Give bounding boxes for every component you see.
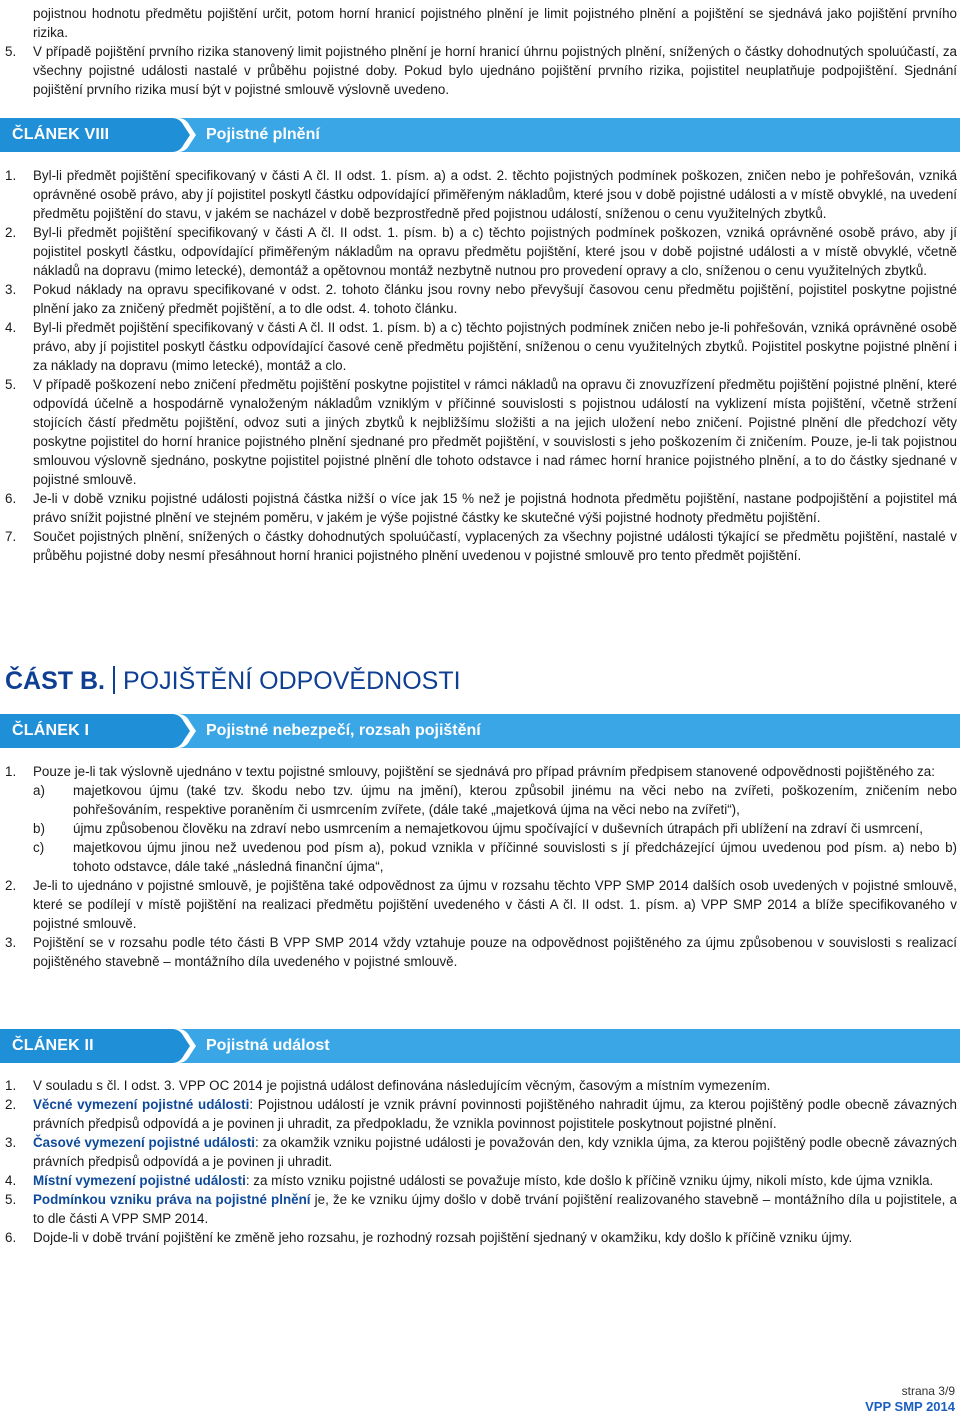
sub-item-text: majetkovou újmu (také tzv. škodu nebo tzv. újmu na jmění), kterou způsobil jinému na věci nebo na zvířeti, poškozením, zničením nebo pohřešováním, respektive poraněním či usmrcením zvířete, (dále také „majetková újma na věci nebo na zvířeti“), <box>73 783 957 817</box>
section-header-clanek-viii <box>0 118 960 152</box>
article-label: ČLÁNEK VIII <box>12 126 110 143</box>
item-text: je, že ke vzniku újmy došlo v době trvání pojištění realizovaného stavebně – montážního díla u pojistitele, a to dle části A VPP SMP 2014. <box>33 1192 957 1226</box>
item-number: 2. <box>5 878 17 893</box>
sub-item <box>33 781 957 819</box>
sub-item <box>33 819 957 838</box>
item-bold-lead: Časové vymezení pojistné události <box>33 1135 256 1150</box>
item-text: Je-li v době vzniku pojistné události pojistná částka nižší o více jak 15 % než je pojistná hodnota předmětu pojištění, nastane podpojištění a pojistitel má právo snížit pojistné plnění ve stejném poměru, v jakém je výše pojistné částky ke skutečné výši pojistné hodnoty předmětu pojištění. <box>33 491 957 525</box>
item-text: V případě poškození nebo zničení předmětu pojištění poskytne pojistitel v rámci nákladů na opravu či znovuzřízení předmětu pojištění pojistné plnění, které odpovídá účelně a hospodárně vynaloženým nákladům vzniklým v příčinné souvislosti s pojistnou událostí na vyklizení místa pojištění, včetně stržení stojících částí předmětu pojištění, odvoz suti a jiných zbytků k nejbližšímu složišti a na jejich uložení nebo zničení. Pojistné plnění dle předchozí věty poskytne pojistitel do horní hranice pojistného plnění sjednané pro předmět pojištění, v souvislosti s jeho poškozením či zničením. Pouze, je-li tak pojistnou smlouvou výslovně sjednáno, poskytne pojistitel pojistné plnění dle tohoto odstavce i nad rámec horní hranice pojistného plnění, a to do částky sjednané v pojistné smlouvě. <box>33 377 957 487</box>
item-text: Součet pojistných plnění, snížených o částky dohodnutých spoluúčastí, vyplacených za všechny pojistné události týkající se předmětu pojištění, nastalé v průběhu pojistné doby nesmí přesáhnout horní hranici pojistného plnění uvedenou v pojistné smlouvě pro tento předmět pojištění. <box>33 529 957 563</box>
list-item <box>5 318 957 375</box>
part-prefix: ČÁST B. <box>5 667 105 695</box>
list-item <box>5 762 957 781</box>
list-item <box>5 1190 957 1228</box>
article-vii-item-5 <box>5 42 957 99</box>
part-b-heading <box>5 664 461 698</box>
list-item <box>5 375 957 489</box>
clanek-i-items <box>5 762 957 971</box>
item-number: 5. <box>5 1192 17 1207</box>
list-item <box>5 280 957 318</box>
list-item <box>5 223 957 280</box>
sub-item-letter: b) <box>33 821 45 836</box>
sub-item-text: újmu způsobenou člověku na zdraví nebo usmrcením a nemajetkovou újmu spočívající v duševních útrapách při ublížení na zdraví či usmrcení, <box>73 821 923 836</box>
list-item <box>5 489 957 527</box>
list-item <box>5 933 957 971</box>
part-title: POJIŠTĚNÍ ODPOVĚDNOSTI <box>123 667 461 695</box>
page-footer <box>865 1384 955 1415</box>
item-number: 4. <box>5 320 17 335</box>
item-number: 4. <box>5 1173 17 1188</box>
item-number: 6. <box>5 491 17 506</box>
article-title: Pojistné nebezpečí, rozsah pojištění <box>206 722 481 739</box>
item-number: 1. <box>5 1078 17 1093</box>
section-header-clanek-ii <box>0 1029 960 1063</box>
article-title: Pojistná událost <box>206 1037 330 1054</box>
item-text: Byl-li předmět pojištění specifikovaný v části A čl. II odst. 1. písm. a) a odst. 2. těchto pojistných podmínek poškozen, zničen nebo je pohřešován, vzniká oprávněné osobě právo, aby jí pojistitel poskytl částku odpovídající přiměřeným nákladům, které jsou v době pojistné události a v místě obvyklé, na uvedení předmětu pojištění do stavu, v jakém se nacházel v době bezprostředně před pojistnou událostí, sníženou o cenu využitelných zbytků. <box>33 168 957 221</box>
continuation-text <box>5 4 957 42</box>
item-bold-lead: Podmínkou vzniku práva na pojistné plnění <box>33 1192 311 1207</box>
clanek-viii-items <box>5 166 957 565</box>
item-number: 3. <box>5 282 17 297</box>
header-band-shape <box>0 1029 960 1063</box>
item-number: 3. <box>5 1135 17 1150</box>
item-number: 5. <box>5 377 17 392</box>
article-title: Pojistné plnění <box>206 126 320 143</box>
heading-divider <box>113 666 115 694</box>
section-header-clanek-i <box>0 714 960 748</box>
list-item <box>5 1133 957 1171</box>
paragraph-text: pojistnou hodnotu předmětu pojištění určit, potom horní hranicí pojistného plnění je limit pojistného plnění a pojištění se sjednává jako pojištění prvního rizika. <box>33 6 957 40</box>
list-item <box>5 1171 957 1190</box>
document-code: VPP SMP 2014 <box>865 1399 955 1414</box>
item-text: Pouze je-li tak výslovně ujednáno v textu pojistné smlouvy, pojištění se sjednává pro případ právním předpisem stanovené odpovědnosti pojištěného za: <box>33 764 935 779</box>
item-text: Byl-li předmět pojištění specifikovaný v části A čl. II odst. 1. písm. b) a c) těchto pojistných podmínek zničen nebo je-li pohřešován, vzniká oprávněné osobě právo, aby jí pojistitel poskytl částku odpovídající časové ceně předmětu pojištění, sníženou o cenu využitelných zbytků. Pojistitel poskytne pojistné plnění i za náklady na dopravu (mimo letecké), montáž a clo. <box>33 320 957 373</box>
item-number: 2. <box>5 1097 17 1112</box>
item-text: : za okamžik vzniku pojistné události je považován den, kdy vznikla újma, za kterou pojištěný podle obecně závazných právních předpisů odpovídá a je povinen ji uhradit. <box>33 1135 957 1169</box>
item-bold-lead: Místní vymezení pojistné události <box>33 1173 246 1188</box>
item-number: 1. <box>5 764 17 779</box>
item-number: 5. <box>5 44 17 59</box>
item-bold-lead: Věcné vymezení pojistné události <box>33 1097 250 1112</box>
item-number: 2. <box>5 225 17 240</box>
item-text: : Pojistnou událostí je vznik právní povinnosti pojištěného nahradit újmu, za kterou pojištěný podle obecně závazných právních předpisů odpovídá a je povinen ji uhradit, za předpokladu, že vznikla povinnost pojistitele poskytnout pojistné plnění. <box>33 1097 957 1131</box>
article-label: ČLÁNEK I <box>12 722 90 739</box>
item-text: V případě pojištění prvního rizika stanovený limit pojistného plnění je horní hranicí úhrnu pojistných plnění, snížených o částky dohodnutých spoluúčastí, za všechny pojistné události nastalé v průběhu pojistné doby. Pokud bylo ujednáno pojištění prvního rizika, pojistitel neuplatňuje podpojištění. Sjednání pojištění prvního rizika musí být v pojistné smlouvě výslovně uvedeno. <box>33 44 957 97</box>
item-text: Dojde-li v době trvání pojištění ke změně jeho rozsahu, je rozhodný rozsah pojištění sjednaný v okamžiku, kdy došlo k příčině vzniku újmy. <box>33 1230 853 1245</box>
item-text: Je-li to ujednáno v pojistné smlouvě, je pojištěna také odpovědnost za újmu v rozsahu těchto VPP SMP 2014 dalších osob uvedených v pojistné smlouvě, které se podílejí v místě pojištění na realizaci předmětu pojištění uvedeného v části A čl. II odst. 1. písm. a) VPP SMP 2014 a blíže specifikovaného v pojistné smlouvě. <box>33 878 957 931</box>
item-text: Pokud náklady na opravu specifikované v odst. 2. tohoto článku jsou rovny nebo převyšují časovou cenu předmětu pojištění, pojistitel poskytne pojistné plnění jako za zničený předmět pojištění, a to dle odst. 4. tohoto článku. <box>33 282 957 316</box>
sub-item-letter: a) <box>33 783 45 798</box>
clanek-ii-items <box>5 1076 957 1247</box>
sub-item <box>33 838 957 876</box>
item-number: 6. <box>5 1230 17 1245</box>
item-text: V souladu s čl. I odst. 3. VPP OC 2014 je pojistná událost definována následujícím věcným, časovým a místním vymezením. <box>33 1078 771 1093</box>
list-item <box>5 1228 957 1247</box>
header-band-shape <box>0 118 960 152</box>
list-item <box>5 166 957 223</box>
item-text: Byl-li předmět pojištění specifikovaný v části A čl. II odst. 1. písm. b) a c) těchto pojistných podmínek poškozen, vzniká oprávněné osobě právo, aby jí pojistitel poskytl částku, odpovídající přiměřeným nákladům na opravu předmětu pojištění, které jsou v době pojistné události a v místě obvyklé, včetně nákladů na dopravu (mimo letecké), demontáž a opětovnou montáž nezbytně nutnou pro provedení opravy a clo, sníženou o cenu využitelných zbytků. <box>33 225 957 278</box>
sub-item-text: majetkovou újmu jinou než uvedenou pod písm a), pokud vznikla v příčinné souvislosti s jí předcházející újmou uvedenou pod písm. a) nebo b) tohoto odstavce, dále také „následná finanční újma“, <box>73 840 957 874</box>
page-number: strana 3/9 <box>901 1384 955 1398</box>
list-item <box>5 876 957 933</box>
list-item <box>5 527 957 565</box>
item-text: : za místo vzniku pojistné události se považuje místo, kde došlo k příčině vzniku újmy, nikoli místo, kde újma vznikla. <box>245 1173 934 1188</box>
item-text: Pojištění se v rozsahu podle této části B VPP SMP 2014 vždy vztahuje pouze na odpovědnost pojištěného za újmu způsobenou v souvislosti s realizací pojištěného stavebně – montážního díla uvedeného v pojistné smlouvě. <box>33 935 957 969</box>
sub-item-letter: c) <box>33 840 45 855</box>
item-number: 7. <box>5 529 17 544</box>
item-number: 1. <box>5 168 17 183</box>
list-item <box>5 1076 957 1095</box>
list-item <box>5 1095 957 1133</box>
item-number: 3. <box>5 935 17 950</box>
article-label: ČLÁNEK II <box>12 1037 94 1054</box>
